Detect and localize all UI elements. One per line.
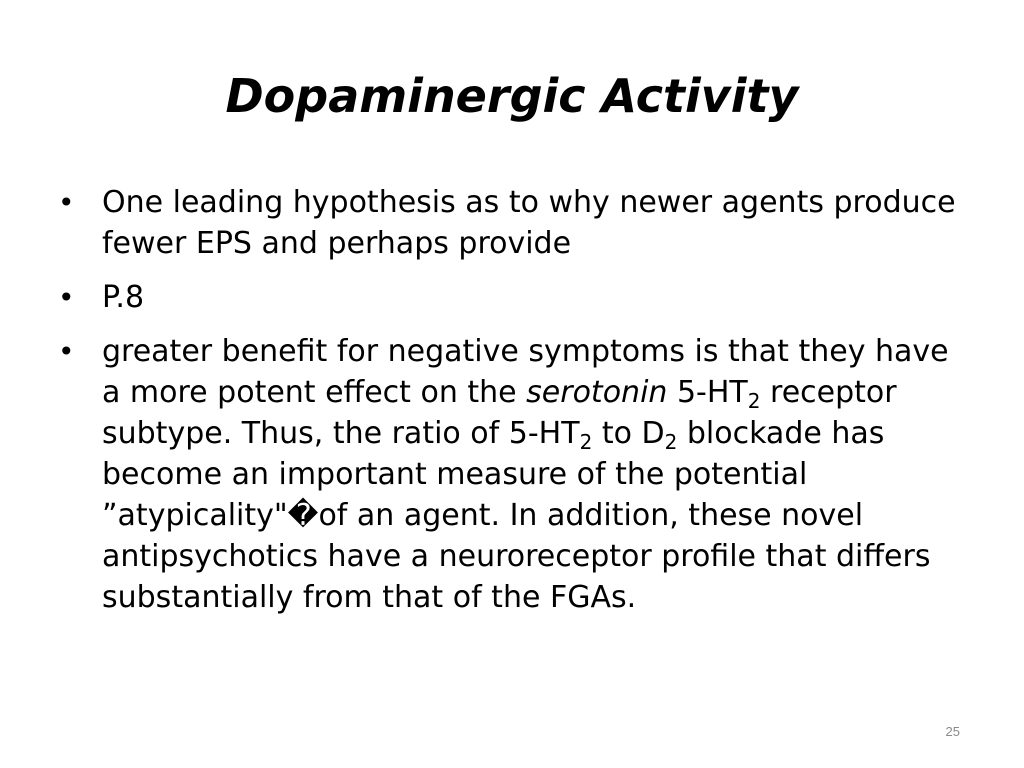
bullet-marker: • <box>58 186 75 219</box>
bullet-marker: • <box>58 281 75 314</box>
bullet-item <box>56 182 956 264</box>
bullet-text-part: greater benefit for negative symptoms is that they have a more potent effect on the <box>102 334 949 410</box>
bullet-text-part: receptor subtype. Thus, the ratio of 5-HT <box>102 375 897 451</box>
bullet-text: P.8 <box>102 280 145 315</box>
bullet-marker: • <box>58 335 75 368</box>
page-number: 25 <box>945 724 960 739</box>
bullet-item <box>56 331 956 618</box>
bullet-item <box>56 277 956 318</box>
bullet-text-part: to D <box>592 416 665 451</box>
bullet-list <box>56 182 956 631</box>
bullet-text: One leading hypothesis as to why newer agents produce fewer EPS and perhaps provide <box>102 185 956 261</box>
bullet-text-italic: serotonin <box>526 375 668 410</box>
subscript: 2 <box>579 430 593 454</box>
bullet-text-part: 5-HT <box>667 375 748 410</box>
subscript: 2 <box>747 389 761 413</box>
bullet-text-part: blockade has become an important measure of the potential ”atypicality"�of an agent. In addition, these novel antipsychotics have a neuroreceptor profile that differs substantially from that of the FGAs. <box>102 416 931 615</box>
slide-title: Dopaminergic Activity <box>225 69 799 123</box>
subscript: 2 <box>664 430 678 454</box>
